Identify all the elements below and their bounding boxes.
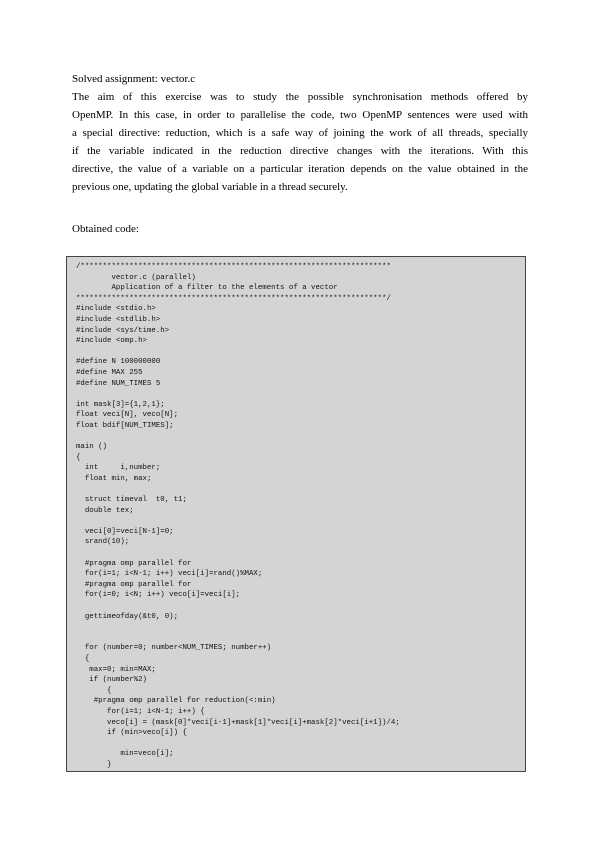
code-line: #include <omp.h> [76, 337, 147, 346]
code-line: min=veco[i]; [76, 750, 174, 759]
code-line: { [76, 686, 112, 695]
code-line: #define NUM_TIMES 5 [76, 379, 161, 388]
code-line: { [76, 453, 81, 462]
paragraph-line: a special directive: reduction, which is a safe way of joining the work of all threads, specially [72, 127, 528, 139]
code-line: float bdif[NUM_TIMES]; [76, 421, 174, 430]
paragraph-line: if the variable indicated in the reduction directive changes with the iterations. With this [72, 145, 528, 157]
paragraph-line: directive, the value of a variable on a particular iteration depends on the value obtained in the [72, 163, 528, 175]
code-line: #include <sys/time.h> [76, 326, 170, 335]
code-line: gettimeofday(&t0, 0); [76, 612, 179, 621]
code-line: #pragma omp parallel for [76, 559, 192, 568]
code-line: #define N 100000000 [76, 358, 161, 367]
code-line: #include <stdio.h> [76, 305, 156, 314]
code-listing [76, 262, 400, 771]
code-line: srand(10); [76, 538, 130, 547]
code-line: if (number%2) [76, 676, 147, 685]
code-line: for(i=1; i<N-1; i++) { [76, 707, 205, 716]
code-line: max=0; min=MAX; [76, 665, 156, 674]
code-line: int mask[3]={1,2,1}; [76, 400, 165, 409]
code-line: veco[i] = (mask[0]*veci[i-1]+mask[1]*veci[i]+mask[2]*veci[i+1])/4; [76, 718, 400, 727]
code-line: for(i=1; i<N-1; i++) veci[i]=rand()%MAX; [76, 570, 263, 579]
code-line: for(i=0; i<N; i++) veco[i]=veci[i]; [76, 591, 241, 600]
code-line: #pragma omp parallel for [76, 580, 192, 589]
code-line: #pragma omp parallel for reduction(<:min) [76, 697, 276, 706]
paragraph-line: The aim of this exercise was to study the possible synchronisation methods offered by [72, 91, 528, 103]
paragraph-line: previous one, updating the global variable in a thread securely. [72, 181, 348, 193]
code-listing-box [66, 256, 526, 772]
code-line: #include <stdlib.h> [76, 315, 161, 324]
obtained-code-label: Obtained code: [72, 223, 139, 235]
code-line: } [76, 760, 112, 769]
code-line: /********************************************************************** [76, 263, 391, 271]
paragraph-line: OpenMP. In this case, in order to parallelise the code, two OpenMP sentences were used with [72, 109, 528, 121]
code-line: #define MAX 255 [76, 368, 143, 377]
code-line: Application of a filter to the elements of a vector [76, 284, 338, 293]
code-line: main () [76, 443, 108, 452]
code-line: { [76, 654, 90, 663]
code-line: vector.c (parallel) [76, 273, 196, 282]
code-line: float veci[N], veco[N]; [76, 411, 179, 420]
description-paragraph [72, 88, 528, 196]
code-line: **********************************************************************/ [76, 294, 391, 303]
code-line: veci[0]=veci[N-1]=0; [76, 527, 174, 536]
code-line: float min, max; [76, 474, 152, 483]
code-line: for (number=0; number<NUM_TIMES; number++) [76, 644, 272, 653]
code-line: int i,number; [76, 464, 161, 473]
assignment-heading: Solved assignment: vector.c [72, 73, 196, 85]
code-line: if (min>veco[i]) { [76, 729, 187, 738]
code-line: struct timeval t0, t1; [76, 496, 187, 505]
code-line: double tex; [76, 506, 134, 515]
